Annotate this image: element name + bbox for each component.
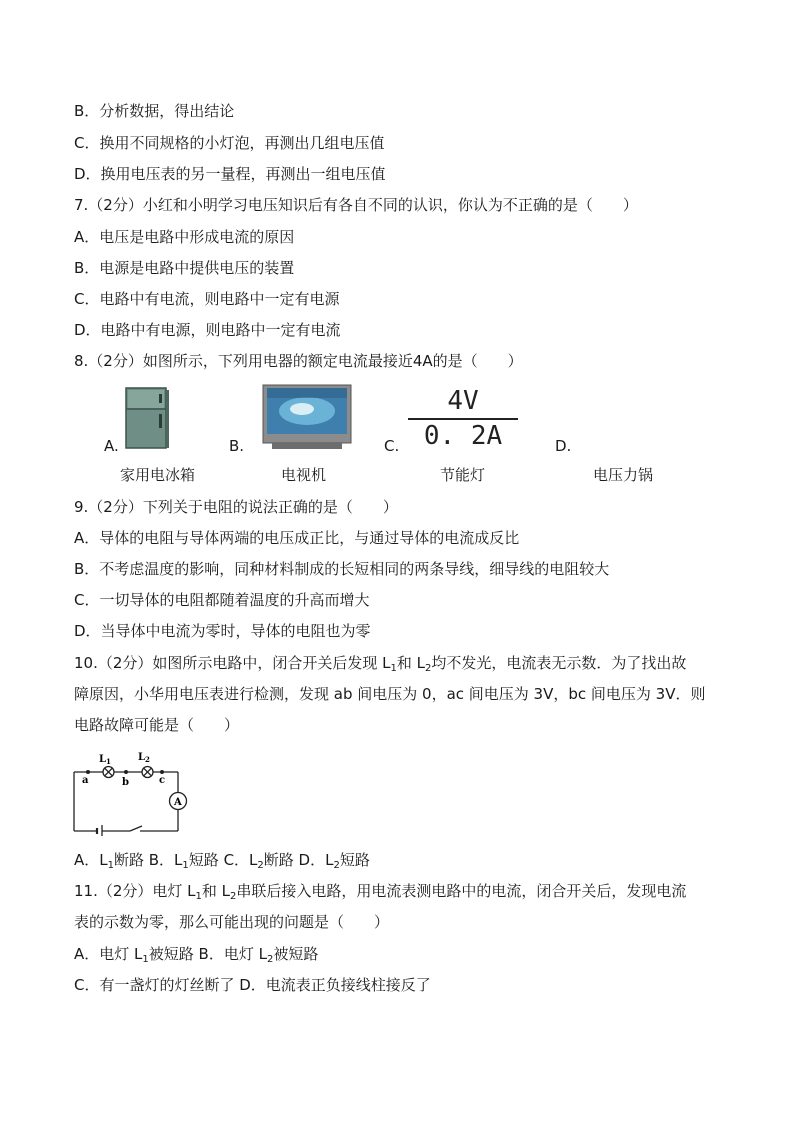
q8-option-c-caption: 节能灯 xyxy=(440,466,486,484)
q9-option-c: C．一切导体的电阻都随着温度的升高而增大 xyxy=(74,591,370,609)
q8-option-a-caption: 家用电冰箱 xyxy=(120,466,196,484)
rating-current: 0. 2A xyxy=(423,421,503,451)
q9-stem: 9.（2分）下列关于电阻的说法正确的是（ ） xyxy=(74,498,398,516)
q8-option-d-label: D. xyxy=(555,437,572,455)
q11-option-text: 被短路 xyxy=(273,945,319,963)
q7-option-d: D．电路中有电源，则电路中一定有电流 xyxy=(74,321,341,339)
q10-option-text: 短路 C．L xyxy=(188,851,258,869)
subscript: 2 xyxy=(230,891,237,902)
q11-text: 11.（2分）电灯 L xyxy=(74,882,196,900)
q10-text: 10.（2分）如图所示电路中，闭合开关后发现 L xyxy=(74,654,391,672)
q8-option-d-caption: 电压力锅 xyxy=(593,466,654,484)
q7-stem: 7.（2分）小红和小明学习电压知识后有各自不同的认识，你认为不正确的是（ ） xyxy=(74,196,638,214)
q10-stem-line3: 电路故障可能是（ ） xyxy=(74,716,240,734)
label-L2 xyxy=(138,752,150,764)
q10-option-text: 断路 B．L xyxy=(114,851,183,869)
q10-text: 和 L xyxy=(396,654,426,672)
label-L1 xyxy=(99,754,111,766)
q10-option-text: 断路 D．L xyxy=(263,851,334,869)
q11-options-row2: C．有一盏灯的灯丝断了 D．电流表正负接线柱接反了 xyxy=(74,976,431,994)
q7-option-c: C．电路中有电流，则电路中一定有电源 xyxy=(74,290,340,308)
tv-image xyxy=(262,384,352,450)
q10-options xyxy=(74,850,370,870)
label-L2-sub: 2 xyxy=(145,755,150,764)
q8-option-b-caption: 电视机 xyxy=(281,466,327,484)
q10-option-text: 短路 xyxy=(339,851,370,869)
label-L1-sub: 1 xyxy=(106,757,111,766)
q11-text: 和 L xyxy=(201,882,231,900)
q6-option-c: C．换用不同规格的小灯泡，再测出几组电压值 xyxy=(74,134,385,152)
subscript: 1 xyxy=(182,860,189,871)
q10-text: 均不发光，电流表无示数．为了找出故 xyxy=(431,654,687,672)
q7-option-b: B．电源是电路中提供电压的装置 xyxy=(74,259,295,277)
energy-saving-lamp-rating xyxy=(408,386,518,450)
q9-option-a: A．导体的电阻与导体两端的电压成正比，与通过导体的电流成反比 xyxy=(74,529,520,547)
q10-stem-line2: 障原因，小华用电压表进行检测，发现 ab 间电压为 0，ac 间电压为 3V，bc 间电压为 3V．则 xyxy=(74,685,706,703)
point-a: a xyxy=(82,775,89,786)
rating-divider xyxy=(408,418,518,420)
q11-text: 串联后接入电路，用电流表测电路中的电流，闭合开关后，发现电流 xyxy=(236,882,687,900)
q9-option-b: B．不考虑温度的影响，同种材料制成的长短相同的两条导线，细导线的电阻较大 xyxy=(74,560,610,578)
q9-option-d: D．当导体中电流为零时，导体的电阻也为零 xyxy=(74,622,371,640)
point-b: b xyxy=(122,777,129,788)
point-c: c xyxy=(159,775,166,786)
q11-option-text: A．电灯 L xyxy=(74,945,143,963)
rating-voltage: 4V xyxy=(447,386,479,416)
subscript: 2 xyxy=(333,860,340,871)
q10-option-text: A．L xyxy=(74,851,108,869)
subscript: 1 xyxy=(390,663,397,674)
q8-option-c-label: C. xyxy=(384,437,400,455)
q8-option-a-label: A. xyxy=(104,437,119,455)
q8-option-b-label: B. xyxy=(229,437,245,455)
fridge-image xyxy=(124,386,170,450)
subscript: 1 xyxy=(107,860,114,871)
subscript: 2 xyxy=(425,663,432,674)
q7-option-a: A．电压是电路中形成电流的原因 xyxy=(74,228,295,246)
label-L2-letter: L xyxy=(138,752,146,763)
subscript: 1 xyxy=(142,954,149,965)
q6-option-b: B．分析数据，得出结论 xyxy=(74,102,235,120)
ammeter-symbol: A xyxy=(174,797,182,808)
subscript: 2 xyxy=(257,860,264,871)
q11-option-text: 被短路 B．电灯 L xyxy=(148,945,267,963)
circuit-diagram xyxy=(70,748,188,836)
q10-stem-line1 xyxy=(74,653,686,673)
q11-options-row1 xyxy=(74,944,318,964)
label-L1-letter: L xyxy=(99,754,107,765)
q6-option-d: D．换用电压表的另一量程，再测出一组电压值 xyxy=(74,165,386,183)
q11-stem-line2: 表的示数为零，那么可能出现的问题是（ ） xyxy=(74,913,390,931)
subscript: 2 xyxy=(266,954,274,965)
q11-stem-line1 xyxy=(74,881,686,901)
q8-stem: 8.（2分）如图所示，下列用电器的额定电流最接近4A的是（ ） xyxy=(74,352,523,370)
subscript: 1 xyxy=(195,891,202,902)
